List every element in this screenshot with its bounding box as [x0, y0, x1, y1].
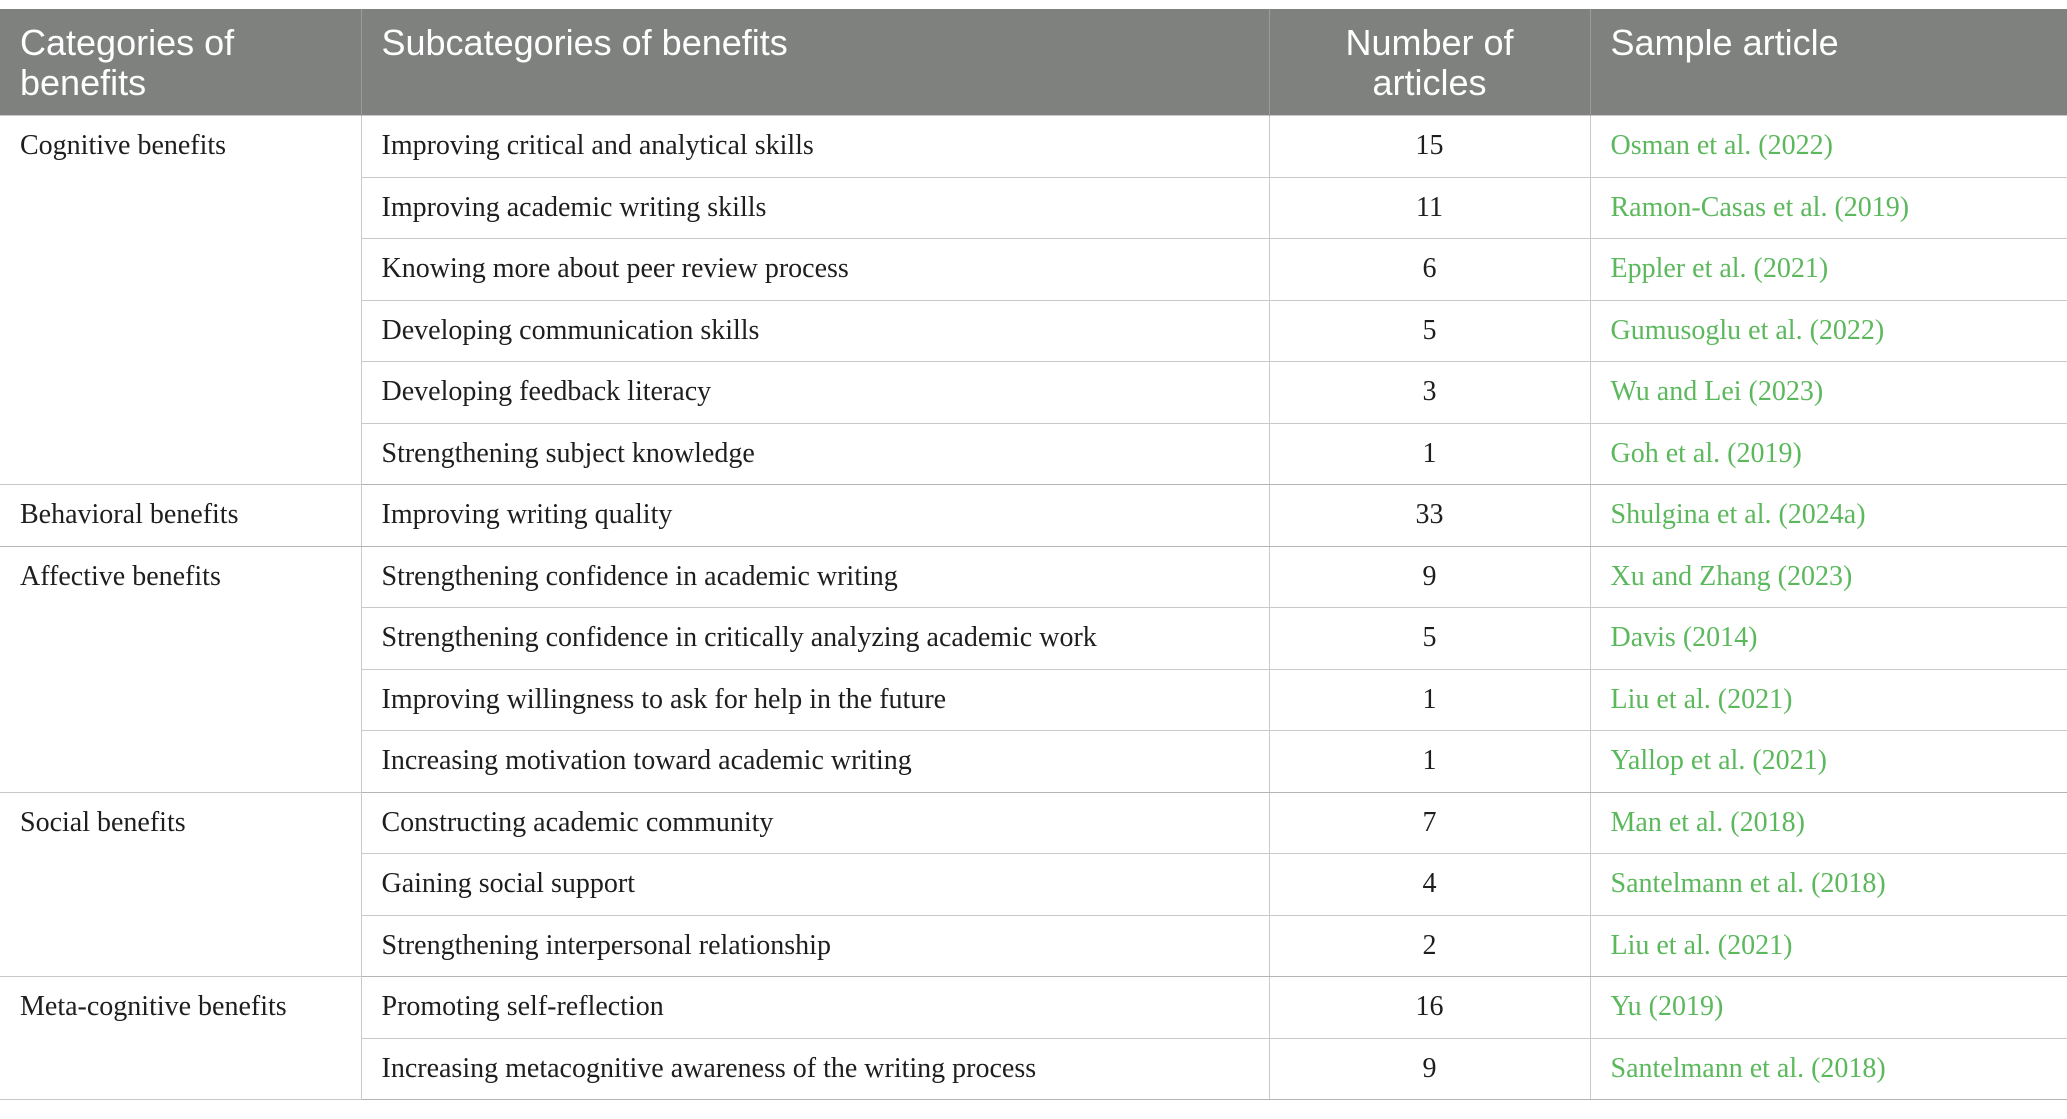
article-count-cell: 16 [1269, 977, 1590, 1039]
sample-article-link[interactable]: Santelmann et al. (2018) [1590, 854, 2067, 916]
sample-article-link[interactable]: Liu et al. (2021) [1590, 915, 2067, 977]
subcategory-cell: Strengthening interpersonal relationship [361, 915, 1269, 977]
article-count-cell: 5 [1269, 608, 1590, 670]
sample-article-link[interactable]: Shulgina et al. (2024a) [1590, 485, 2067, 547]
article-count-cell: 7 [1269, 792, 1590, 854]
sample-article-link[interactable]: Osman et al. (2022) [1590, 116, 2067, 178]
subcategory-cell: Improving critical and analytical skills [361, 116, 1269, 178]
subcategory-cell: Knowing more about peer review process [361, 239, 1269, 301]
article-count-cell: 3 [1269, 362, 1590, 424]
article-count-cell: 1 [1269, 669, 1590, 731]
category-cell: Social benefits [0, 792, 361, 977]
article-count-cell: 6 [1269, 239, 1590, 301]
sample-article-link[interactable]: Xu and Zhang (2023) [1590, 546, 2067, 608]
table-row [0, 116, 2067, 178]
sample-article-link[interactable]: Goh et al. (2019) [1590, 423, 2067, 485]
subcategory-cell: Strengthening confidence in critically analyzing academic work [361, 608, 1269, 670]
header-row [0, 9, 2067, 116]
article-count-cell: 1 [1269, 731, 1590, 793]
benefits-table-container [0, 9, 2067, 1100]
sample-article-link[interactable]: Liu et al. (2021) [1590, 669, 2067, 731]
table-row [0, 792, 2067, 854]
table-header [0, 9, 2067, 116]
subcategory-cell: Strengthening subject knowledge [361, 423, 1269, 485]
sample-article-link[interactable]: Ramon-Casas et al. (2019) [1590, 177, 2067, 239]
sample-article-link[interactable]: Gumusoglu et al. (2022) [1590, 300, 2067, 362]
category-cell: Behavioral benefits [0, 485, 361, 547]
subcategory-cell: Improving writing quality [361, 485, 1269, 547]
subcategory-cell: Increasing motivation toward academic writing [361, 731, 1269, 793]
subcategory-cell: Gaining social support [361, 854, 1269, 916]
article-count-cell: 1 [1269, 423, 1590, 485]
article-count-cell: 33 [1269, 485, 1590, 547]
sample-article-link[interactable]: Eppler et al. (2021) [1590, 239, 2067, 301]
table-row [0, 546, 2067, 608]
article-count-cell: 9 [1269, 1038, 1590, 1100]
sample-article-link[interactable]: Davis (2014) [1590, 608, 2067, 670]
subcategory-cell: Developing communication skills [361, 300, 1269, 362]
subcategory-cell: Improving academic writing skills [361, 177, 1269, 239]
category-cell: Affective benefits [0, 546, 361, 792]
article-count-cell: 4 [1269, 854, 1590, 916]
table-row [0, 485, 2067, 547]
benefits-table [0, 9, 2067, 1100]
article-count-cell: 15 [1269, 116, 1590, 178]
sample-article-link[interactable]: Santelmann et al. (2018) [1590, 1038, 2067, 1100]
table-body [0, 116, 2067, 1100]
subcategory-cell: Developing feedback literacy [361, 362, 1269, 424]
subcategory-cell: Promoting self-reflection [361, 977, 1269, 1039]
article-count-cell: 9 [1269, 546, 1590, 608]
subcategory-cell: Strengthening confidence in academic writing [361, 546, 1269, 608]
header-count: Number of articles [1269, 9, 1590, 116]
table-row [0, 977, 2067, 1039]
article-count-cell: 11 [1269, 177, 1590, 239]
article-count-cell: 5 [1269, 300, 1590, 362]
header-subcategory: Subcategories of benefits [361, 9, 1269, 116]
sample-article-link[interactable]: Yu (2019) [1590, 977, 2067, 1039]
sample-article-link[interactable]: Man et al. (2018) [1590, 792, 2067, 854]
sample-article-link[interactable]: Wu and Lei (2023) [1590, 362, 2067, 424]
subcategory-cell: Constructing academic community [361, 792, 1269, 854]
header-category: Categories of benefits [0, 9, 361, 116]
article-count-cell: 2 [1269, 915, 1590, 977]
category-cell: Meta-cognitive benefits [0, 977, 361, 1100]
subcategory-cell: Increasing metacognitive awareness of the writing process [361, 1038, 1269, 1100]
sample-article-link[interactable]: Yallop et al. (2021) [1590, 731, 2067, 793]
header-sample: Sample article [1590, 9, 2067, 116]
subcategory-cell: Improving willingness to ask for help in the future [361, 669, 1269, 731]
category-cell: Cognitive benefits [0, 116, 361, 485]
